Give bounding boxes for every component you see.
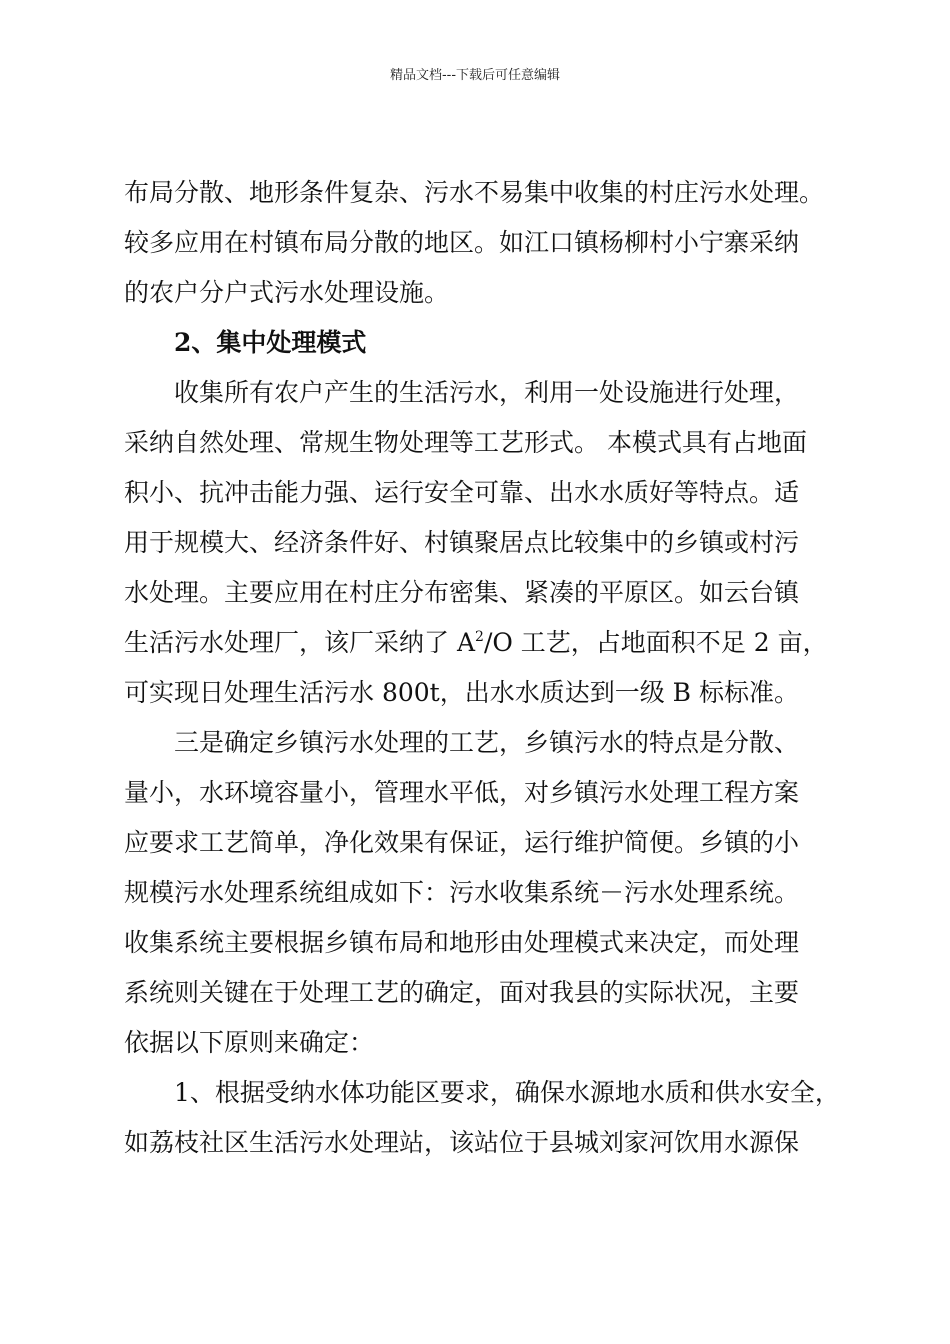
text-line: 应要求工艺简单，净化效果有保证，运行维护简便。乡镇的小 (124, 828, 800, 857)
section-heading: 2、集中处理模式 (174, 328, 367, 357)
text-segment: /O 工艺，占地面积不足 2 亩， (483, 628, 828, 657)
paragraph-start: 1、根据受纳水体功能区要求，确保水源地水质和供水安全， (174, 1078, 840, 1107)
text-segment: 生活污水处理厂，该厂采纳了 A (124, 628, 476, 657)
text-line: 如荔枝社区生活污水处理站，该站位于县城刘家河饮用水源保 (124, 1128, 800, 1157)
text-line: 布局分散、地形条件复杂、污水不易集中收集的村庄污水处理。 (124, 178, 825, 207)
text-line: 可实现日处理生活污水 800t，出水水质达到一级 B 标标准。 (124, 678, 799, 707)
paragraph-start: 收集所有农户产生的生活污水，利用一处设施进行处理， (174, 378, 800, 407)
text-line: 较多应用在村镇布局分散的地区。如江口镇杨柳村小宁寨采纳 (124, 228, 800, 257)
text-line: 规模污水处理系统组成如下：污水收集系统－污水处理系统。 (124, 878, 800, 907)
paragraph-start: 三是确定乡镇污水处理的工艺，乡镇污水的特点是分散、 (174, 728, 800, 757)
text-line: 系统则关键在于处理工艺的确定，面对我县的实际状况，主要 (124, 978, 800, 1007)
text-line: 依据以下原则来确定： (124, 1028, 375, 1057)
text-line: 采纳自然处理、常规生物处理等工艺形式。 本模式具有占地面 (124, 428, 807, 457)
text-line: 积小、抗冲击能力强、运行安全可靠、出水水质好等特点。适 (124, 478, 800, 507)
text-line: 用于规模大、经济条件好、村镇聚居点比较集中的乡镇或村污 (124, 528, 800, 557)
text-line: 量小，水环境容量小，管理水平低，对乡镇污水处理工程方案 (124, 778, 800, 807)
superscript: 2 (475, 629, 484, 645)
text-line: 收集系统主要根据乡镇布局和地形由处理模式来决定，而处理 (124, 928, 800, 957)
body-text (124, 168, 844, 1168)
page-header: 精品文档---下载后可任意编辑 (389, 68, 561, 83)
text-line: 水处理。主要应用在村庄分布密集、紧凑的平原区。如云台镇 (124, 578, 800, 607)
text-line: 的农户分户式污水处理设施。 (124, 278, 450, 307)
text-line-with-formula (124, 618, 844, 668)
